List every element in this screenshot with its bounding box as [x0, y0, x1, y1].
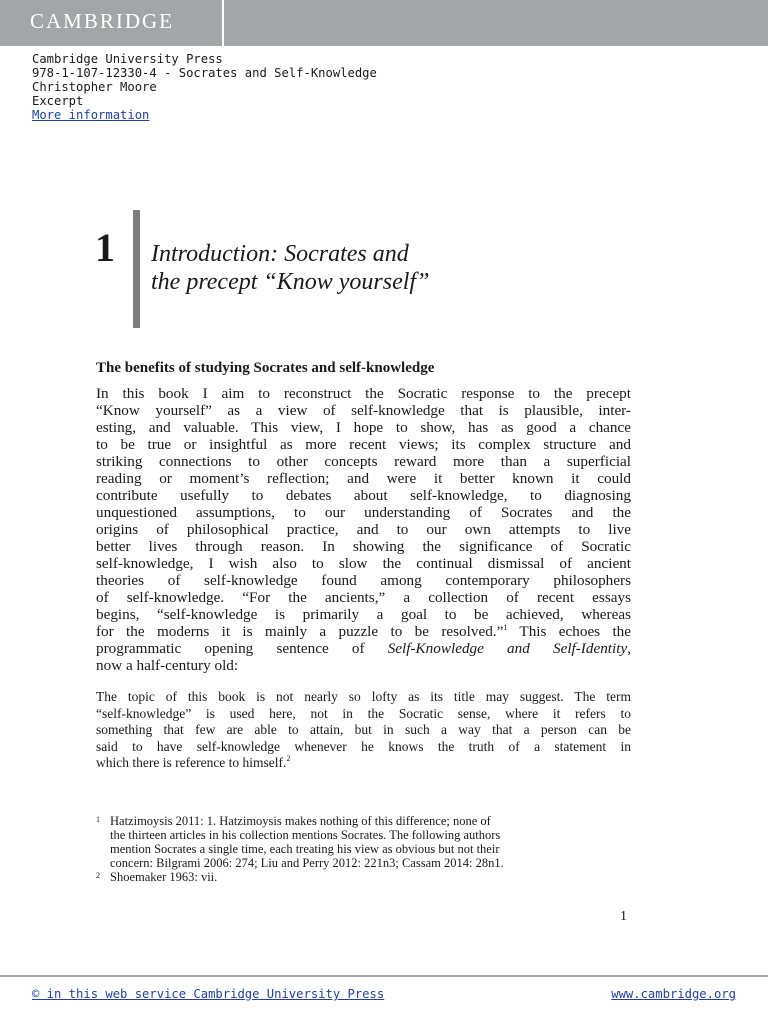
- body-line-segment: ,: [627, 640, 631, 657]
- footnotes: [96, 814, 631, 884]
- publisher-name: Cambridge University Press: [32, 52, 223, 66]
- section-heading: The benefits of studying Socrates and self-knowledge: [96, 360, 435, 376]
- footnote: [96, 870, 631, 884]
- body-line: striking connections to other concepts reward more than a superficial: [96, 453, 631, 470]
- footnote-mark: 1: [96, 815, 100, 824]
- body-line: self-knowledge, I wish also to slow the continual dismissal of ancient: [96, 555, 631, 572]
- body-line: In this book I aim to reconstruct the Socratic response to the precept: [96, 385, 631, 402]
- body-line: origins of philosophical practice, and to our own attempts to live: [96, 521, 631, 538]
- body-line: “Know yourself” as a view of self-knowledge that is plausible, inter-: [96, 402, 631, 419]
- author-name: Christopher Moore: [32, 80, 157, 94]
- block-quote: [96, 689, 631, 772]
- body-line-segment: for the moderns it is mainly a puzzle to be resolved.”: [96, 623, 504, 640]
- footnote-line: mention Socrates a single time, each treating his view as obvious but not their: [110, 842, 500, 856]
- body-line: unquestioned assumptions, to our understanding of Socrates and the: [96, 504, 631, 521]
- copyright-link[interactable]: © in this web service Cambridge University Press: [32, 987, 385, 1001]
- body-line: better lives through reason. In showing the significance of Socratic: [96, 538, 631, 555]
- body-line: begins, “self-knowledge is primarily a goal to be achieved, whereas: [96, 606, 631, 623]
- footnote-line: the thirteen articles in his collection mentions Socrates. The following authors: [110, 828, 501, 842]
- quote-line: The topic of this book is not nearly so lofty as its title may suggest. The term: [96, 689, 631, 704]
- body-line: reading or moment’s reflection; and were it better known it could: [96, 470, 631, 487]
- body-line: now a half-century old:: [96, 657, 239, 674]
- quote-line-segment: which there is reference to himself.: [96, 755, 287, 770]
- body-line: to be true or insightful as more recent views; its complex structure and: [96, 436, 631, 453]
- footnote-line: Shoemaker 1963: vii.: [110, 870, 218, 884]
- body-line: [96, 640, 631, 657]
- isbn-title: 978-1-107-12330-4 - Socrates and Self-Knowledge: [32, 66, 377, 80]
- footnote-ref[interactable]: 2: [286, 754, 291, 763]
- body-line: esting, and valuable. This view, I hope to show, has as good a chance: [96, 419, 631, 436]
- quote-line: “self-knowledge” is used here, not in the Socratic sense, where it refers to: [96, 705, 631, 721]
- footnote-ref[interactable]: 1: [503, 623, 508, 632]
- more-information-link[interactable]: More information: [32, 108, 150, 122]
- website-link[interactable]: www.cambridge.org: [611, 987, 736, 1001]
- quote-line: [96, 755, 631, 772]
- footnote-line: concern: Bilgrami 2006: 274; Liu and Perry 2012: 221n3; Cassam 2014: 28n1.: [110, 856, 504, 870]
- chapter-title-line: the precept “Know yourself”: [151, 269, 430, 295]
- book-metadata: [32, 52, 377, 122]
- cambridge-logo: CAMBRIDGE: [30, 9, 175, 33]
- body-line: contribute usefully to debates about self-knowledge, to diagnosing: [96, 487, 631, 504]
- top-banner: [0, 0, 768, 46]
- book-title-italic: Self-Knowledge and Self-Identity: [387, 640, 628, 657]
- quote-line: said to have self-knowledge whenever he knows the truth of a statement in: [96, 738, 631, 754]
- chapter-rule: [133, 210, 140, 328]
- footnote: [96, 814, 631, 870]
- footnote-line: Hatzimoysis 2011: 1. Hatzimoysis makes nothing of this difference; none of: [110, 814, 491, 828]
- chapter-title-line: Introduction: Socrates and: [151, 241, 409, 267]
- page-number: 1: [620, 909, 627, 924]
- body-line-segment: This echoes the: [507, 623, 631, 640]
- footer-divider: [0, 975, 768, 977]
- chapter-number: 1: [95, 225, 115, 270]
- chapter-title: [151, 240, 429, 296]
- body-paragraph: [96, 385, 631, 674]
- quote-line: something that few are able to attain, but in such a way that a person can be: [96, 722, 631, 737]
- body-line-segment: programmatic opening sentence of: [96, 640, 388, 657]
- document-type: Excerpt: [32, 94, 84, 108]
- body-line: theories of self-knowledge found among contemporary philosophers: [96, 572, 631, 589]
- body-line: of self-knowledge. “For the ancients,” a collection of recent essays: [96, 589, 631, 606]
- body-line: [96, 623, 631, 640]
- footnote-mark: 2: [96, 871, 100, 880]
- banner-divider: [222, 0, 224, 46]
